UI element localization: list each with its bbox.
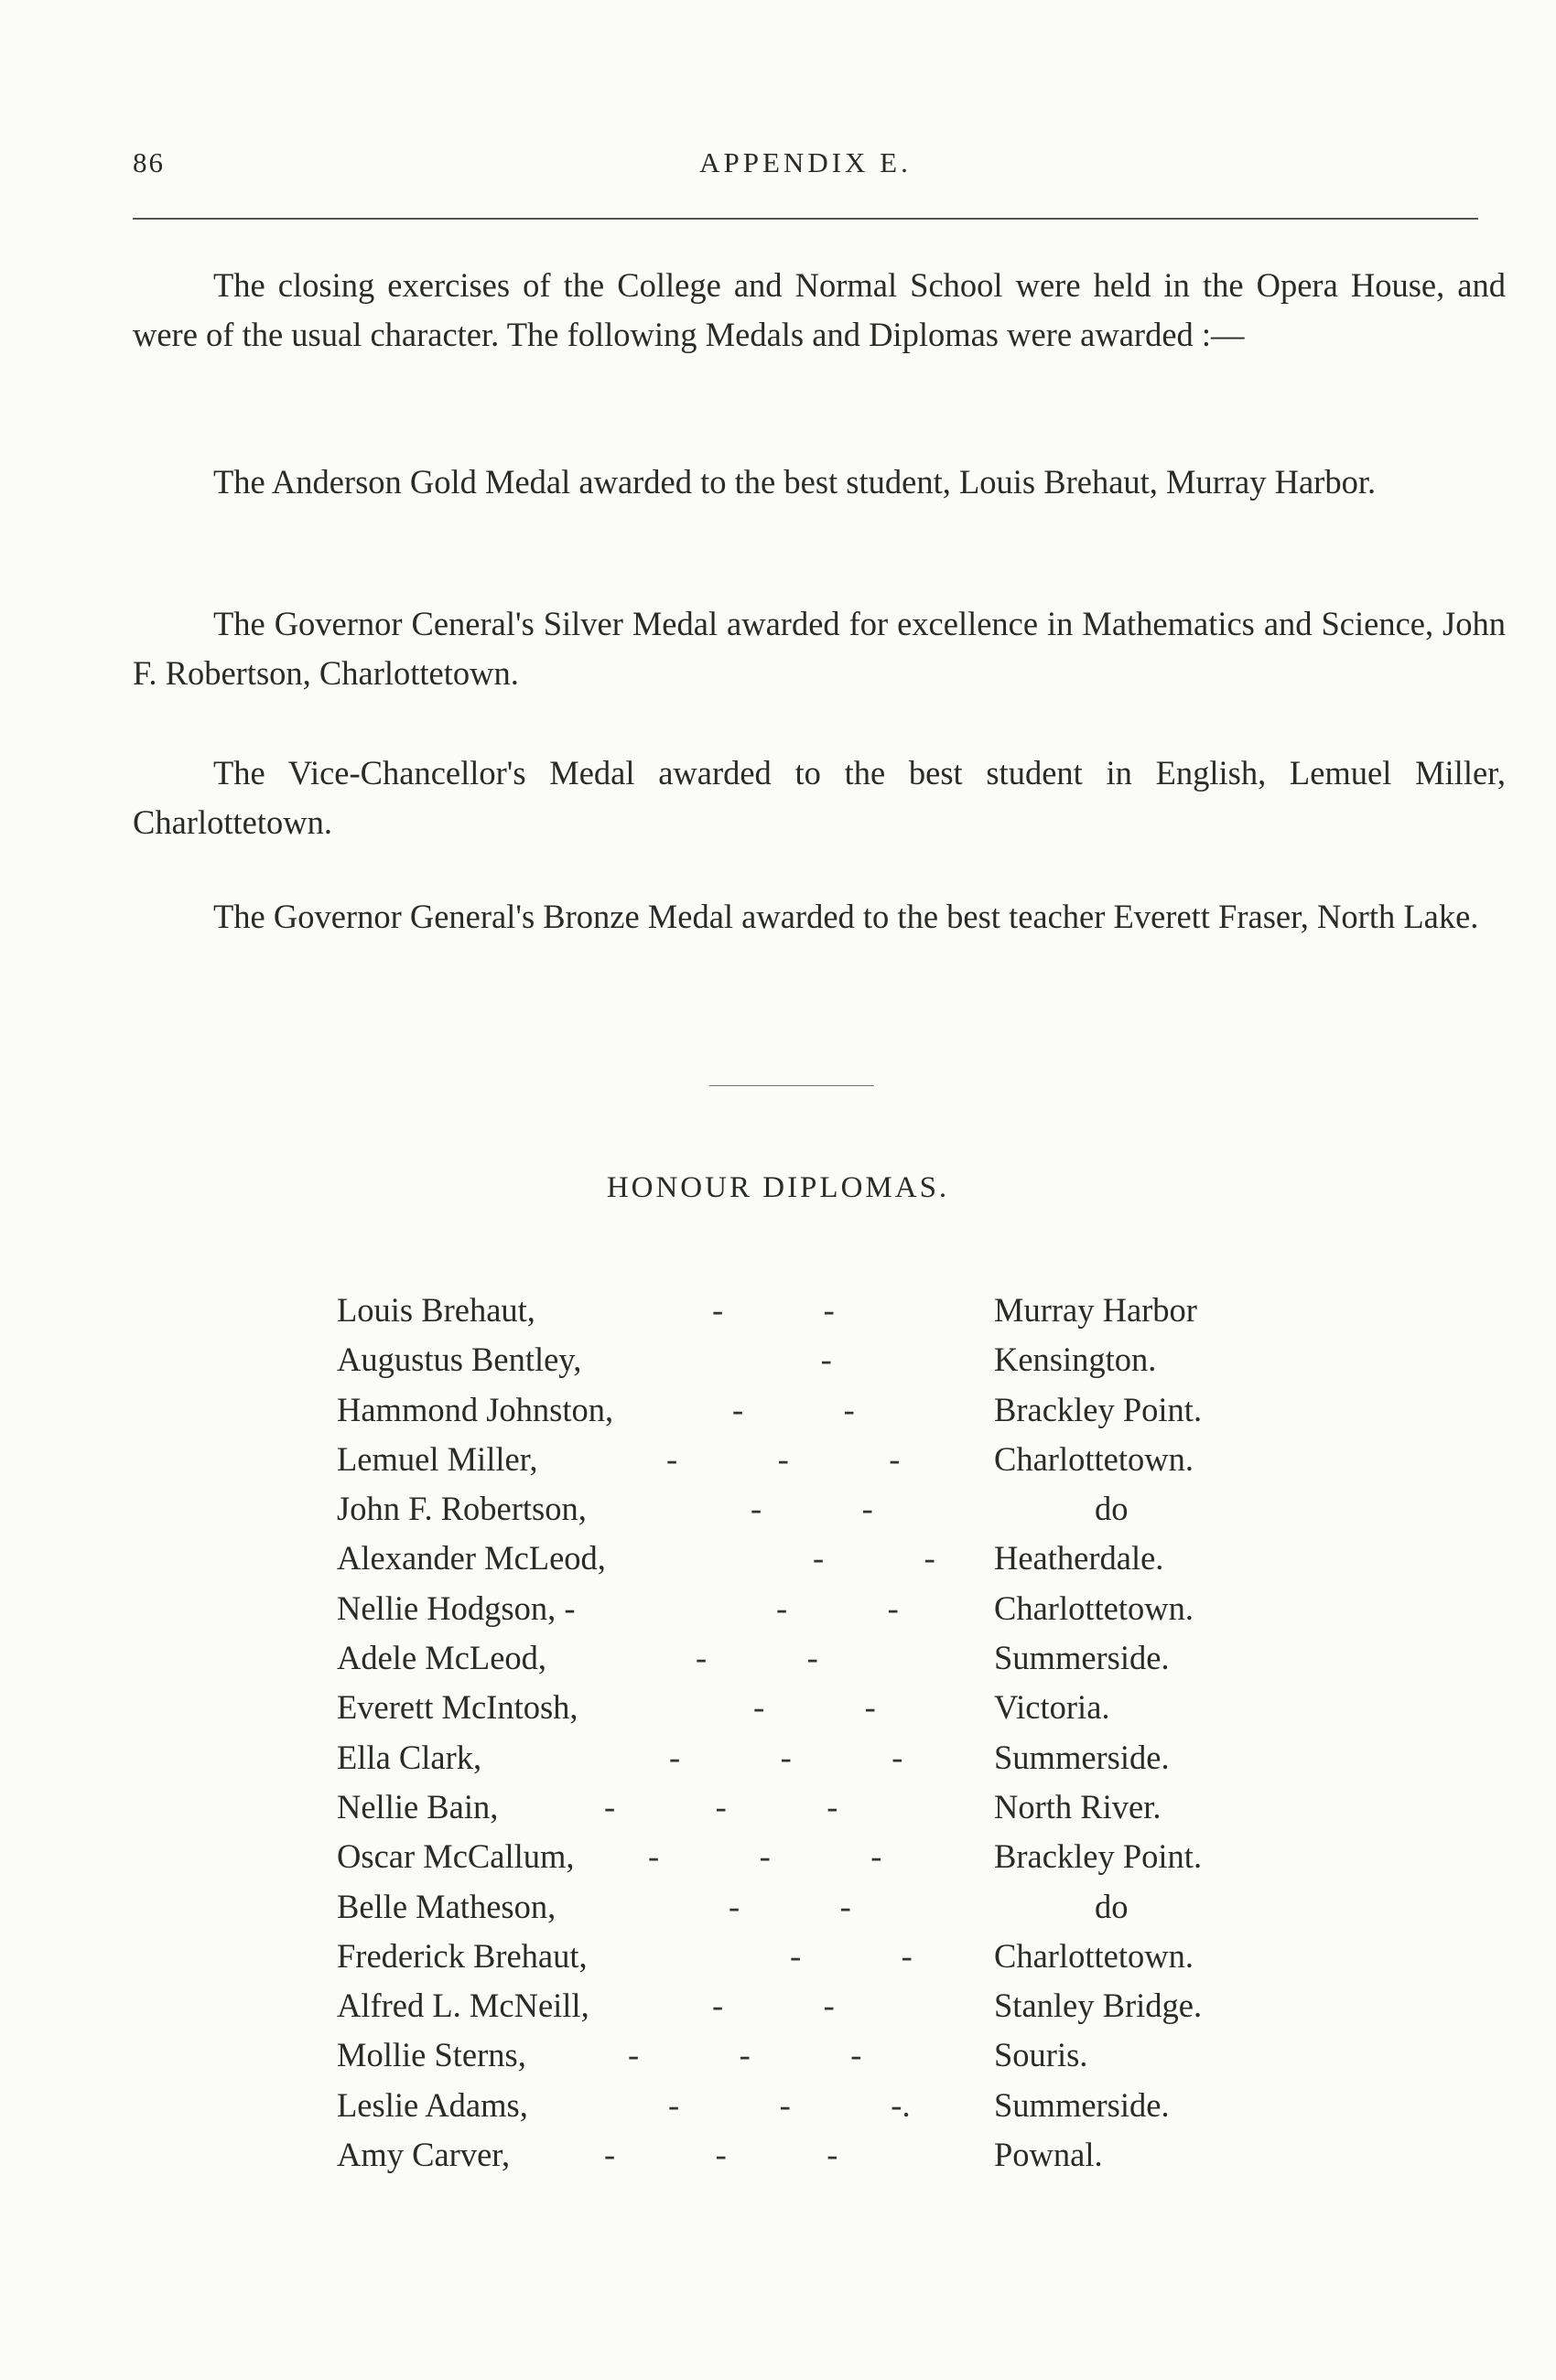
list-item bbox=[337, 1633, 1344, 1683]
list-item bbox=[337, 1435, 1344, 1484]
student-place: do bbox=[1095, 1887, 1129, 1925]
list-item bbox=[337, 2081, 1344, 2130]
leader-dashes: - - bbox=[712, 1291, 835, 1329]
vice-chancellor-medal-paragraph: The Vice-Chancellor's Medal awarded to the best student in English, Lemuel Miller, Charlottetown. bbox=[133, 754, 1506, 841]
leader-dashes: - - bbox=[813, 1539, 935, 1578]
list-item bbox=[337, 2030, 1344, 2080]
student-place: Brackley Point. bbox=[994, 1390, 1203, 1428]
student-place: North River. bbox=[994, 1787, 1162, 1825]
leader-dashes: - - bbox=[753, 1688, 876, 1727]
list-item bbox=[337, 1932, 1344, 1981]
section-divider bbox=[709, 1085, 874, 1086]
student-place: Victoria. bbox=[994, 1688, 1110, 1727]
student-name: Leslie Adams, bbox=[337, 2085, 528, 2124]
student-name: Ella Clark, bbox=[337, 1738, 482, 1776]
student-name: Everett McIntosh, bbox=[337, 1688, 578, 1727]
student-place: Stanley Bridge. bbox=[994, 1987, 1203, 2025]
student-name: John F. Robertson, bbox=[337, 1490, 587, 1528]
running-head: APPENDIX E. bbox=[699, 146, 912, 178]
leader-dashes: - - bbox=[776, 1588, 899, 1627]
list-item bbox=[337, 1832, 1344, 1881]
list-item bbox=[337, 1584, 1344, 1633]
student-name: Hammond Johnston, bbox=[337, 1390, 614, 1428]
student-name: Nellie Hodgson, - bbox=[337, 1588, 576, 1627]
student-name: Frederick Brehaut, bbox=[337, 1936, 588, 1975]
student-place: Charlottetown. bbox=[994, 1588, 1194, 1627]
leader-dashes: - bbox=[712, 1341, 832, 1379]
student-name: Nellie Bain, bbox=[337, 1787, 499, 1825]
student-name: Lemuel Miller, bbox=[337, 1439, 538, 1478]
honour-diplomas-list bbox=[337, 1286, 1344, 2180]
bronze-medal-paragraph: The Governor General's Bronze Medal awarded to the best teacher Everett Fraser, North Lake. bbox=[213, 898, 1479, 935]
leader-dashes: - - - bbox=[604, 1787, 838, 1825]
list-item bbox=[337, 1981, 1344, 2030]
section-title: HONOUR DIPLOMAS. bbox=[606, 1171, 950, 1204]
leader-dashes: - - bbox=[696, 1639, 818, 1677]
student-place: Pownal. bbox=[994, 2136, 1103, 2174]
student-place: Summerside. bbox=[994, 1738, 1170, 1776]
page-header bbox=[133, 146, 1478, 201]
student-name: Amy Carver, bbox=[337, 2136, 511, 2174]
gold-medal-paragraph: The Anderson Gold Medal awarded to the best student, Louis Brehaut, Murray Harbor. bbox=[213, 463, 1377, 501]
leader-dashes: - - - bbox=[628, 2036, 862, 2074]
leader-dashes: - - - bbox=[604, 2136, 838, 2174]
list-item bbox=[337, 1882, 1344, 1932]
intro-paragraph: The closing exercises of the College and Normal School were held in the Opera House, and were of the usual character. The following Medals and Diplomas were awarded :— bbox=[133, 266, 1506, 353]
student-place: Murray Harbor bbox=[994, 1291, 1197, 1329]
leader-dashes: - - - bbox=[648, 1837, 882, 1876]
list-item bbox=[337, 1683, 1344, 1732]
student-name: Louis Brehaut, bbox=[337, 1291, 535, 1329]
list-item bbox=[337, 1484, 1344, 1534]
student-place: Summerside. bbox=[994, 1639, 1170, 1677]
list-item bbox=[337, 1534, 1344, 1583]
list-item bbox=[337, 1335, 1344, 1384]
leader-dashes: - - -. bbox=[668, 2085, 911, 2124]
student-name: Belle Matheson, bbox=[337, 1887, 556, 1925]
leader-dashes: - - bbox=[790, 1936, 913, 1975]
leader-dashes: - - bbox=[732, 1390, 855, 1428]
leader-dashes: - - - bbox=[666, 1439, 901, 1478]
student-place: Summerside. bbox=[994, 2085, 1170, 2124]
list-item bbox=[337, 1733, 1344, 1782]
student-name: Adele McLeod, bbox=[337, 1639, 547, 1677]
student-place: Heatherdale. bbox=[994, 1539, 1164, 1578]
silver-medal-paragraph: The Governor Ceneral's Silver Medal awarded for excellence in Mathematics and Science, John F. Robertson, Charlottetown. bbox=[133, 605, 1506, 692]
student-name: Oscar McCallum, bbox=[337, 1837, 575, 1876]
student-place: Charlottetown. bbox=[994, 1439, 1194, 1478]
student-place: do bbox=[1095, 1490, 1129, 1528]
student-place: Kensington. bbox=[994, 1341, 1157, 1379]
leader-dashes: - - bbox=[751, 1490, 873, 1528]
leader-dashes: - - bbox=[729, 1887, 851, 1925]
student-place: Brackley Point. bbox=[994, 1837, 1203, 1876]
student-name: Augustus Bentley, bbox=[337, 1341, 582, 1379]
list-item bbox=[337, 2130, 1344, 2180]
list-item bbox=[337, 1782, 1344, 1832]
list-item bbox=[337, 1385, 1344, 1435]
list-item bbox=[337, 1286, 1344, 1335]
leader-dashes: - - - bbox=[669, 1738, 903, 1776]
student-name: Mollie Sterns, bbox=[337, 2036, 526, 2074]
student-name: Alexander McLeod, bbox=[337, 1539, 606, 1578]
student-place: Charlottetown. bbox=[994, 1936, 1194, 1975]
student-place: Souris. bbox=[994, 2036, 1088, 2074]
leader-dashes: - - bbox=[712, 1987, 835, 2025]
page-number: 86 bbox=[133, 146, 165, 178]
header-rule bbox=[133, 218, 1478, 220]
student-name: Alfred L. McNeill, bbox=[337, 1987, 589, 2025]
